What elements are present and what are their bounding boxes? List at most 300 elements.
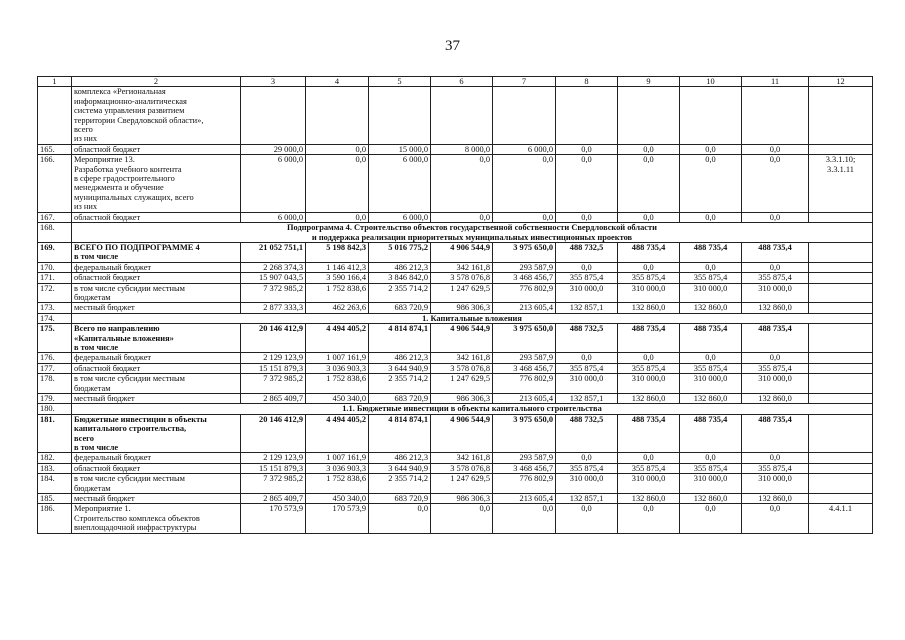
value-cell: 0,0 xyxy=(618,353,680,363)
item-name-cell xyxy=(72,363,241,373)
row-number-cell: 173. xyxy=(38,303,72,313)
value-cell: 0,0 xyxy=(556,453,618,463)
item-name-line: бюджетам xyxy=(74,292,111,302)
item-name-line: в том числе субсидии местным xyxy=(74,283,185,293)
item-name-line: в том числе xyxy=(74,443,119,453)
value-cell: 355 875,4 xyxy=(618,273,680,283)
value-cell: 6 000,0 xyxy=(241,212,306,222)
column-number-cell: 10 xyxy=(680,77,742,87)
value-cell: 0,0 xyxy=(742,453,809,463)
item-name-cell xyxy=(72,212,241,222)
item-name-cell xyxy=(72,474,241,494)
value-cell: 0,0 xyxy=(680,262,742,272)
item-name-cell xyxy=(72,453,241,463)
item-name-line: внеплощадочной инфраструктуры xyxy=(74,523,197,533)
value-cell: 213 605,4 xyxy=(493,394,556,404)
value-cell: 310 000,0 xyxy=(618,283,680,303)
item-name-line: из них xyxy=(74,134,98,144)
item-name-line: система управления развитием xyxy=(74,106,185,116)
value-cell: 0,0 xyxy=(556,353,618,363)
target-reference-cell xyxy=(809,363,873,373)
target-reference-cell xyxy=(809,414,873,453)
value-cell: 2 355 714,2 xyxy=(369,474,431,494)
value-cell: 450 340,0 xyxy=(306,494,369,504)
value-cell: 0,0 xyxy=(306,212,369,222)
table-row xyxy=(38,303,873,313)
row-number-cell: 180. xyxy=(38,404,72,414)
value-cell: 3 578 076,8 xyxy=(431,463,493,473)
value-cell: 2 268 374,3 xyxy=(241,262,306,272)
value-cell: 342 161,8 xyxy=(431,262,493,272)
item-name-cell xyxy=(72,87,241,144)
item-name-line: капитального строительства, xyxy=(74,424,187,434)
table-row xyxy=(38,374,873,394)
target-reference-cell xyxy=(809,374,873,394)
value-cell: 132 860,0 xyxy=(742,494,809,504)
value-cell: 132 857,1 xyxy=(556,494,618,504)
value-cell: 683 720,9 xyxy=(369,494,431,504)
value-cell: 3 644 940,9 xyxy=(369,363,431,373)
item-name-line: Мероприятие 13. xyxy=(74,155,135,165)
value-cell: 0,0 xyxy=(556,504,618,533)
value-cell xyxy=(241,87,306,144)
value-cell: 21 052 751,1 xyxy=(241,242,306,262)
value-cell: 132 860,0 xyxy=(742,303,809,313)
value-cell: 0,0 xyxy=(680,155,742,212)
value-cell: 4 906 544,9 xyxy=(431,414,493,453)
item-name-line: в том числе xyxy=(74,342,119,352)
value-cell: 0,0 xyxy=(618,212,680,222)
value-cell: 310 000,0 xyxy=(742,283,809,303)
item-name-cell xyxy=(72,155,241,212)
row-number-cell: 168. xyxy=(38,223,72,243)
row-number-cell: 171. xyxy=(38,273,72,283)
value-cell: 4 906 544,9 xyxy=(431,242,493,262)
value-cell: 132 860,0 xyxy=(680,303,742,313)
row-number-cell xyxy=(38,87,72,144)
value-cell: 170 573,9 xyxy=(241,504,306,533)
item-name-line: информационно-аналитическая xyxy=(74,96,187,106)
target-reference-cell xyxy=(809,494,873,504)
value-cell: 2 129 123,9 xyxy=(241,353,306,363)
item-name-cell xyxy=(72,504,241,533)
value-cell: 310 000,0 xyxy=(680,283,742,303)
value-cell: 4 494 405,2 xyxy=(306,324,369,353)
value-cell: 310 000,0 xyxy=(742,374,809,394)
value-cell: 355 875,4 xyxy=(556,273,618,283)
table-row xyxy=(38,242,873,262)
value-cell: 6 000,0 xyxy=(493,144,556,154)
table-row xyxy=(38,283,873,303)
item-name-cell xyxy=(72,262,241,272)
item-name-line: в том числе xyxy=(74,252,119,262)
target-reference-cell xyxy=(809,242,873,262)
value-cell: 1 007 161,9 xyxy=(306,453,369,463)
row-number-cell: 185. xyxy=(38,494,72,504)
value-cell xyxy=(680,87,742,144)
value-cell: 355 875,4 xyxy=(680,363,742,373)
value-cell: 213 605,4 xyxy=(493,303,556,313)
row-number-cell: 183. xyxy=(38,463,72,473)
value-cell: 2 865 409,7 xyxy=(241,394,306,404)
target-reference-cell xyxy=(809,303,873,313)
value-cell: 488 735,4 xyxy=(618,242,680,262)
page-number: 37 xyxy=(445,38,460,54)
value-cell: 0,0 xyxy=(742,262,809,272)
target-reference-cell: 4.4.1.1 xyxy=(809,504,873,533)
target-reference-cell xyxy=(809,353,873,363)
value-cell: 488 735,4 xyxy=(742,242,809,262)
value-cell: 1 752 838,6 xyxy=(306,374,369,394)
value-cell: 2 355 714,2 xyxy=(369,374,431,394)
value-cell: 132 860,0 xyxy=(618,494,680,504)
target-reference-cell xyxy=(809,463,873,473)
value-cell: 293 587,9 xyxy=(493,262,556,272)
value-cell: 488 732,5 xyxy=(556,414,618,453)
item-name-cell xyxy=(72,353,241,363)
value-cell: 310 000,0 xyxy=(680,374,742,394)
value-cell: 355 875,4 xyxy=(680,273,742,283)
item-name-line: Строительство комплекса объектов xyxy=(74,513,200,523)
item-name-line: бюджетам xyxy=(74,483,111,493)
value-cell: 6 000,0 xyxy=(369,155,431,212)
column-number-cell: 8 xyxy=(556,77,618,87)
item-name-cell xyxy=(72,324,241,353)
item-name-line: ВСЕГО ПО ПОДПРОГРАММЕ 4 xyxy=(74,242,200,252)
table-row xyxy=(38,313,873,323)
value-cell: 0,0 xyxy=(618,262,680,272)
value-cell xyxy=(556,87,618,144)
row-number-cell: 165. xyxy=(38,144,72,154)
value-cell: 15 151 879,3 xyxy=(241,463,306,473)
value-cell: 5 198 842,3 xyxy=(306,242,369,262)
value-cell: 1 007 161,9 xyxy=(306,353,369,363)
item-name-line: Мероприятие 1. xyxy=(74,504,131,514)
column-number-cell: 12 xyxy=(809,77,873,87)
table-row xyxy=(38,87,873,144)
target-reference-cell xyxy=(809,273,873,283)
table-row xyxy=(38,324,873,353)
value-cell xyxy=(306,87,369,144)
value-cell: 355 875,4 xyxy=(618,363,680,373)
item-name-line: местный бюджет xyxy=(74,494,135,504)
value-cell: 488 735,4 xyxy=(680,324,742,353)
value-cell: 15 907 043,5 xyxy=(241,273,306,283)
value-cell: 1 752 838,6 xyxy=(306,474,369,494)
column-number-cell: 6 xyxy=(431,77,493,87)
value-cell: 3 578 076,8 xyxy=(431,363,493,373)
value-cell: 132 860,0 xyxy=(618,303,680,313)
item-name-cell xyxy=(72,242,241,262)
value-cell: 2 129 123,9 xyxy=(241,453,306,463)
value-cell: 5 016 775,2 xyxy=(369,242,431,262)
table-row xyxy=(38,262,873,272)
row-number-cell: 184. xyxy=(38,474,72,494)
item-name-line: Всего по направлению xyxy=(74,324,160,334)
section-heading-cell: 1. Капитальные вложения xyxy=(72,313,873,323)
target-reference-cell: 3.3.1.10; 3.3.1.11 xyxy=(809,155,873,212)
row-number-cell: 167. xyxy=(38,212,72,222)
target-reference-cell xyxy=(809,324,873,353)
value-cell xyxy=(431,87,493,144)
value-cell: 2 877 333,3 xyxy=(241,303,306,313)
value-cell: 3 468 456,7 xyxy=(493,363,556,373)
row-number-cell: 178. xyxy=(38,374,72,394)
item-name-line: всего xyxy=(74,433,94,443)
value-cell xyxy=(493,87,556,144)
value-cell: 683 720,9 xyxy=(369,394,431,404)
value-cell: 355 875,4 xyxy=(556,463,618,473)
value-cell: 0,0 xyxy=(556,262,618,272)
column-number-cell: 3 xyxy=(241,77,306,87)
value-cell: 488 735,4 xyxy=(618,324,680,353)
value-cell: 0,0 xyxy=(680,453,742,463)
value-cell: 1 247 629,5 xyxy=(431,474,493,494)
item-name-line: местный бюджет xyxy=(74,303,135,313)
table-row xyxy=(38,494,873,504)
value-cell: 4 906 544,9 xyxy=(431,324,493,353)
value-cell: 15 151 879,3 xyxy=(241,363,306,373)
column-number-cell: 4 xyxy=(306,77,369,87)
value-cell: 310 000,0 xyxy=(680,474,742,494)
value-cell: 683 720,9 xyxy=(369,303,431,313)
value-cell: 488 735,4 xyxy=(742,324,809,353)
table-row xyxy=(38,453,873,463)
value-cell: 0,0 xyxy=(680,144,742,154)
value-cell xyxy=(742,87,809,144)
table-row xyxy=(38,463,873,473)
target-reference-cell xyxy=(809,394,873,404)
value-cell: 776 802,9 xyxy=(493,474,556,494)
item-name-line: местный бюджет xyxy=(74,394,135,403)
item-name-line: комплекса «Региональная xyxy=(74,87,166,97)
value-cell: 4 814 874,1 xyxy=(369,324,431,353)
value-cell: 488 732,5 xyxy=(556,242,618,262)
table-row xyxy=(38,144,873,154)
table-row xyxy=(38,212,873,222)
value-cell: 293 587,9 xyxy=(493,353,556,363)
table-row xyxy=(38,353,873,363)
value-cell: 0,0 xyxy=(680,212,742,222)
table-row xyxy=(38,474,873,494)
target-reference-cell xyxy=(809,144,873,154)
row-number-cell: 175. xyxy=(38,324,72,353)
value-cell: 213 605,4 xyxy=(493,494,556,504)
value-cell: 0,0 xyxy=(680,504,742,533)
column-number-cell: 1 xyxy=(38,77,72,87)
value-cell: 0,0 xyxy=(618,453,680,463)
value-cell: 1 146 412,3 xyxy=(306,262,369,272)
target-reference-cell xyxy=(809,474,873,494)
column-number-cell: 5 xyxy=(369,77,431,87)
item-name-line: Разработка учебного контента xyxy=(74,164,182,174)
value-cell: 0,0 xyxy=(431,212,493,222)
value-cell: 486 212,3 xyxy=(369,262,431,272)
value-cell xyxy=(369,87,431,144)
item-name-cell xyxy=(72,414,241,453)
value-cell: 0,0 xyxy=(742,353,809,363)
item-name-line: муниципальных служащих, всего xyxy=(74,192,194,202)
value-cell: 2 865 409,7 xyxy=(241,494,306,504)
value-cell: 3 468 456,7 xyxy=(493,273,556,283)
value-cell: 486 212,3 xyxy=(369,353,431,363)
table-row xyxy=(38,223,873,243)
value-cell: 342 161,8 xyxy=(431,353,493,363)
section-heading-cell: Подпрограмма 4. Строительство объектов государственной собственности Свердловской области и поддержка реализации приоритетных муниципальных инвестиционных проектов xyxy=(72,223,873,243)
value-cell: 776 802,9 xyxy=(493,374,556,394)
value-cell: 462 263,6 xyxy=(306,303,369,313)
item-name-line: в том числе субсидии местным xyxy=(74,474,185,484)
value-cell: 310 000,0 xyxy=(556,283,618,303)
value-cell: 3 578 076,8 xyxy=(431,273,493,283)
value-cell: 0,0 xyxy=(742,212,809,222)
value-cell: 486 212,3 xyxy=(369,453,431,463)
value-cell: 132 860,0 xyxy=(618,394,680,404)
value-cell: 0,0 xyxy=(618,504,680,533)
value-cell: 29 000,0 xyxy=(241,144,306,154)
item-name-cell xyxy=(72,144,241,154)
value-cell: 355 875,4 xyxy=(680,463,742,473)
value-cell: 3 644 940,9 xyxy=(369,463,431,473)
target-reference-cell xyxy=(809,87,873,144)
budget-table xyxy=(37,76,873,534)
value-cell: 6 000,0 xyxy=(369,212,431,222)
table-body xyxy=(38,77,873,534)
row-number-cell: 179. xyxy=(38,394,72,404)
row-number-cell: 166. xyxy=(38,155,72,212)
table-row xyxy=(38,273,873,283)
value-cell: 0,0 xyxy=(556,155,618,212)
value-cell: 488 735,4 xyxy=(742,414,809,453)
value-cell: 170 573,9 xyxy=(306,504,369,533)
table-row xyxy=(38,504,873,533)
item-name-line: «Капитальные вложения» xyxy=(74,333,174,343)
value-cell: 132 860,0 xyxy=(680,394,742,404)
target-reference-cell xyxy=(809,283,873,303)
value-cell: 3 468 456,7 xyxy=(493,463,556,473)
item-name-line: территории Свердловской области», xyxy=(74,115,204,125)
value-cell: 0,0 xyxy=(618,144,680,154)
item-name-line: областной бюджет xyxy=(74,212,141,222)
value-cell: 0,0 xyxy=(742,155,809,212)
value-cell: 0,0 xyxy=(742,504,809,533)
value-cell: 0,0 xyxy=(742,144,809,154)
value-cell: 1 247 629,5 xyxy=(431,283,493,303)
item-name-cell xyxy=(72,394,241,404)
table-row xyxy=(38,404,873,414)
value-cell: 986 306,3 xyxy=(431,494,493,504)
item-name-cell xyxy=(72,374,241,394)
value-cell: 310 000,0 xyxy=(742,474,809,494)
item-name-line: в сфере градостроительного xyxy=(74,174,175,184)
value-cell: 355 875,4 xyxy=(742,273,809,283)
item-name-line: областной бюджет xyxy=(74,144,141,154)
row-number-cell: 170. xyxy=(38,262,72,272)
value-cell: 488 735,4 xyxy=(618,414,680,453)
value-cell: 0,0 xyxy=(431,155,493,212)
value-cell: 310 000,0 xyxy=(556,374,618,394)
value-cell: 310 000,0 xyxy=(618,474,680,494)
item-name-line: менеджмента и обучение xyxy=(74,183,164,193)
row-number-cell: 172. xyxy=(38,283,72,303)
value-cell: 310 000,0 xyxy=(556,474,618,494)
value-cell: 1 247 629,5 xyxy=(431,374,493,394)
value-cell: 7 372 985,2 xyxy=(241,283,306,303)
target-reference-cell xyxy=(809,212,873,222)
item-name-line: в том числе субсидии местным xyxy=(74,374,185,384)
row-number-cell: 182. xyxy=(38,453,72,463)
column-number-cell: 9 xyxy=(618,77,680,87)
value-cell: 132 860,0 xyxy=(742,394,809,404)
item-name-line: областной бюджет xyxy=(74,363,141,373)
value-cell: 4 494 405,2 xyxy=(306,414,369,453)
value-cell: 293 587,9 xyxy=(493,453,556,463)
value-cell: 0,0 xyxy=(306,144,369,154)
target-reference-cell xyxy=(809,453,873,463)
value-cell: 310 000,0 xyxy=(618,374,680,394)
value-cell: 342 161,8 xyxy=(431,453,493,463)
item-name-line: областной бюджет xyxy=(74,273,141,283)
value-cell: 0,0 xyxy=(493,212,556,222)
value-cell: 0,0 xyxy=(618,155,680,212)
row-number-cell: 181. xyxy=(38,414,72,453)
table-row xyxy=(38,394,873,404)
table-row xyxy=(38,363,873,373)
value-cell xyxy=(618,87,680,144)
column-number-row xyxy=(38,77,873,87)
value-cell: 3 036 903,3 xyxy=(306,463,369,473)
value-cell: 20 146 412,9 xyxy=(241,414,306,453)
value-cell: 3 975 650,0 xyxy=(493,242,556,262)
value-cell: 3 975 650,0 xyxy=(493,414,556,453)
value-cell: 3 846 842,0 xyxy=(369,273,431,283)
value-cell: 7 372 985,2 xyxy=(241,374,306,394)
section-heading-cell: 1.1. Бюджетные инвестиции в объекты капитального строительства xyxy=(72,404,873,414)
row-number-cell: 174. xyxy=(38,313,72,323)
column-number-cell: 7 xyxy=(493,77,556,87)
item-name-line: бюджетам xyxy=(74,383,111,393)
value-cell: 0,0 xyxy=(556,144,618,154)
value-cell: 4 814 874,1 xyxy=(369,414,431,453)
value-cell: 2 355 714,2 xyxy=(369,283,431,303)
value-cell: 488 735,4 xyxy=(680,414,742,453)
value-cell: 450 340,0 xyxy=(306,394,369,404)
item-name-cell xyxy=(72,463,241,473)
item-name-line: федеральный бюджет xyxy=(74,353,152,363)
value-cell: 986 306,3 xyxy=(431,394,493,404)
value-cell: 0,0 xyxy=(431,504,493,533)
item-name-cell xyxy=(72,283,241,303)
row-number-cell: 186. xyxy=(38,504,72,533)
row-number-cell: 169. xyxy=(38,242,72,262)
item-name-line: всего xyxy=(74,125,93,135)
value-cell: 355 875,4 xyxy=(618,463,680,473)
value-cell: 0,0 xyxy=(680,353,742,363)
value-cell: 986 306,3 xyxy=(431,303,493,313)
table-row xyxy=(38,155,873,212)
item-name-line: областной бюджет xyxy=(74,463,141,473)
value-cell: 3 975 650,0 xyxy=(493,324,556,353)
value-cell: 355 875,4 xyxy=(742,463,809,473)
value-cell: 7 372 985,2 xyxy=(241,474,306,494)
item-name-line: федеральный бюджет xyxy=(74,262,152,272)
item-name-cell xyxy=(72,273,241,283)
value-cell: 132 857,1 xyxy=(556,303,618,313)
value-cell: 488 735,4 xyxy=(680,242,742,262)
column-number-cell: 2 xyxy=(72,77,241,87)
item-name-cell xyxy=(72,303,241,313)
value-cell: 132 857,1 xyxy=(556,394,618,404)
